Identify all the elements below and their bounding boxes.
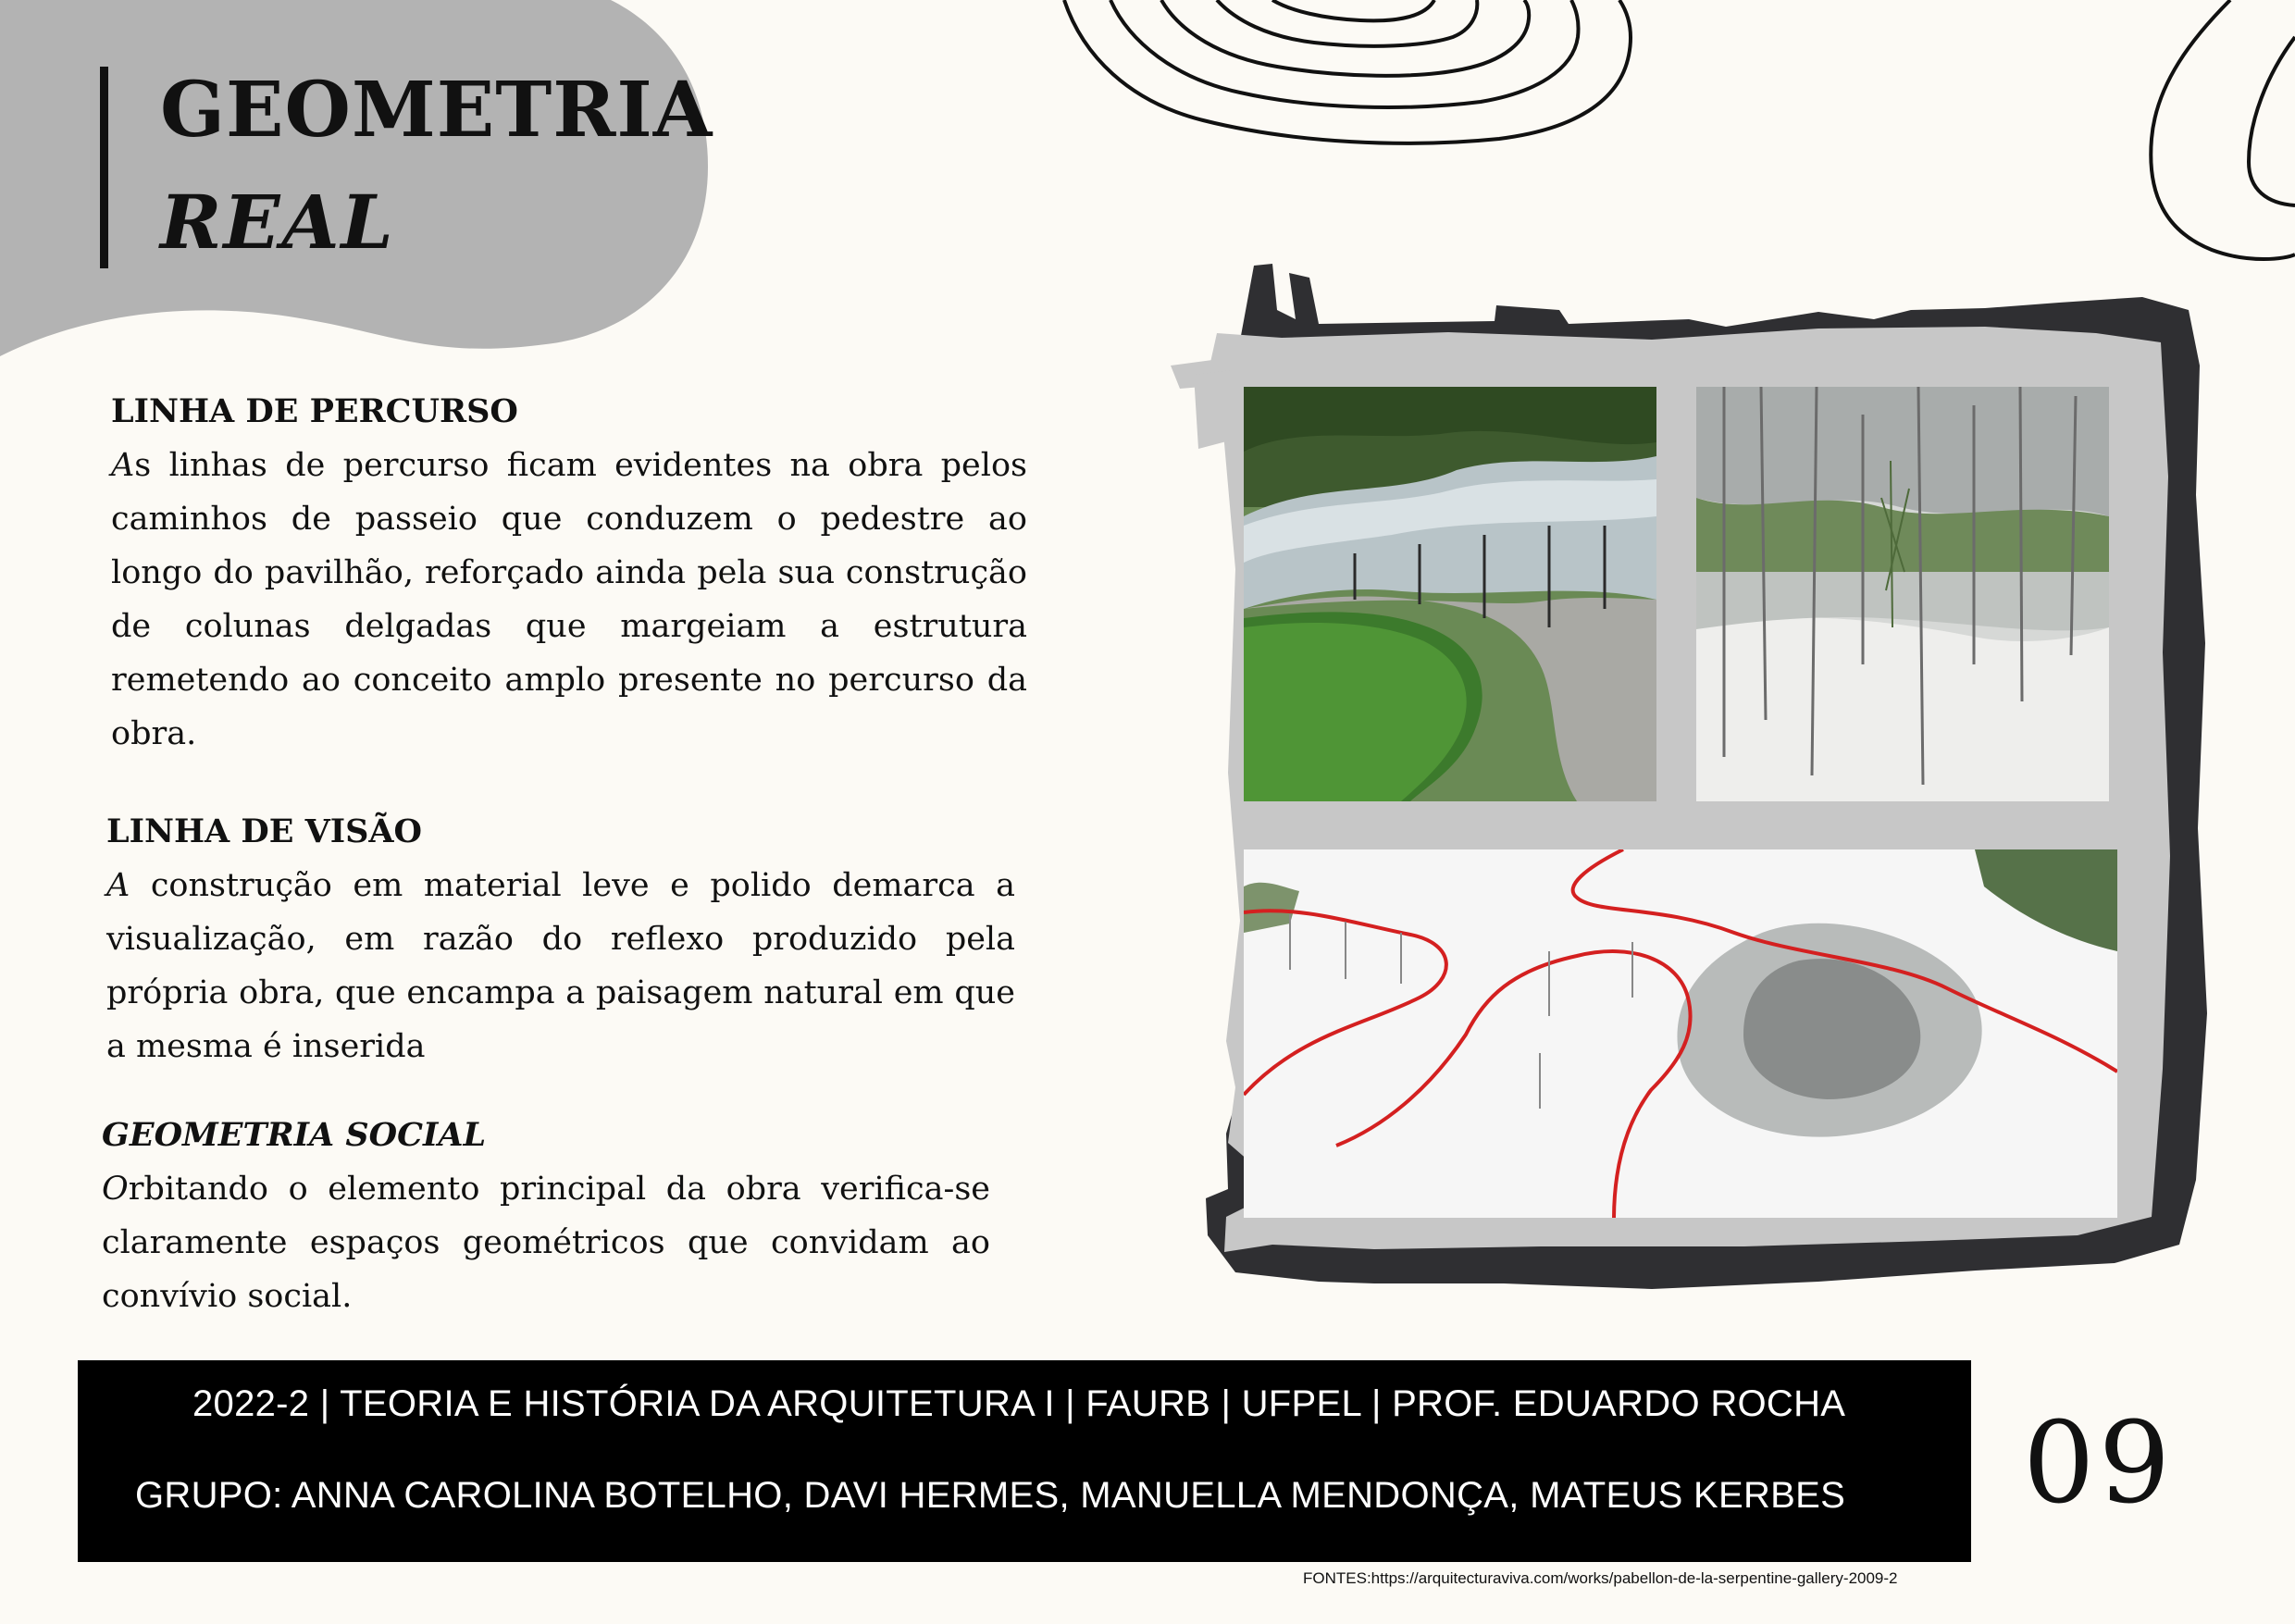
page-title-line-1: GEOMETRIA (160, 66, 713, 155)
page-number: 09 (2023, 1397, 2175, 1529)
section-body (106, 859, 1015, 1073)
sources-citation: FONTES:https://arquitecturaviva.com/works/pabellon-de-la-serpentine-gallery-2009-2 (1303, 1569, 1898, 1587)
section-lead-letter: O (102, 1171, 129, 1208)
pavilion-photo-aerial (1244, 387, 1656, 801)
section-geometria-social (102, 1116, 990, 1323)
section-body (102, 1162, 990, 1323)
section-heading: GEOMETRIA SOCIAL (102, 1116, 487, 1154)
section-body (111, 439, 1027, 761)
section-heading: LINHA DE PERCURSO (111, 392, 518, 430)
page-title-line-2: REAL (160, 179, 395, 266)
footer-course-line: 2022-2 | TEORIA E HISTÓRIA DA ARQUITETURA I | FAURB | UFPEL | PROF. EDUARDO ROCHA (192, 1383, 1846, 1424)
section-body-text: s linhas de percurso ficam evidentes na obra pelos caminhos de passeio que conduzem o pedestre ao longo do pavilhão, reforçado ainda pela sua construção de colunas delgadas que margeiam a estrutura remetendo ao conceito amplo presente no percurso da obra. (111, 447, 1027, 752)
title-accent-bar (100, 67, 108, 268)
section-heading: LINHA DE VISÃO (106, 812, 423, 850)
pavilion-photo-interior (1696, 387, 2109, 801)
section-lead-letter: A (106, 867, 130, 904)
footer-group-line: GRUPO: ANNA CAROLINA BOTELHO, DAVI HERMES, MANUELLA MENDONÇA, MATEUS KERBES (135, 1475, 1846, 1516)
contour-lines-decoration (1018, 0, 1666, 185)
pavilion-photo-top-view-outlined (1244, 849, 2117, 1218)
section-body-text: construção em material leve e polido demarca a visualização, em razão do reflexo produzido pela própria obra, que encampa a paisagem natural em que a mesma é inserida (106, 867, 1015, 1065)
section-linha-de-visao (106, 812, 1015, 1073)
section-linha-de-percurso (111, 392, 1027, 761)
section-lead-letter: A (111, 447, 135, 484)
section-body-text: rbitando o elemento principal da obra verifica-se claramente espaços geométricos que convidam ao convívio social. (102, 1171, 990, 1315)
